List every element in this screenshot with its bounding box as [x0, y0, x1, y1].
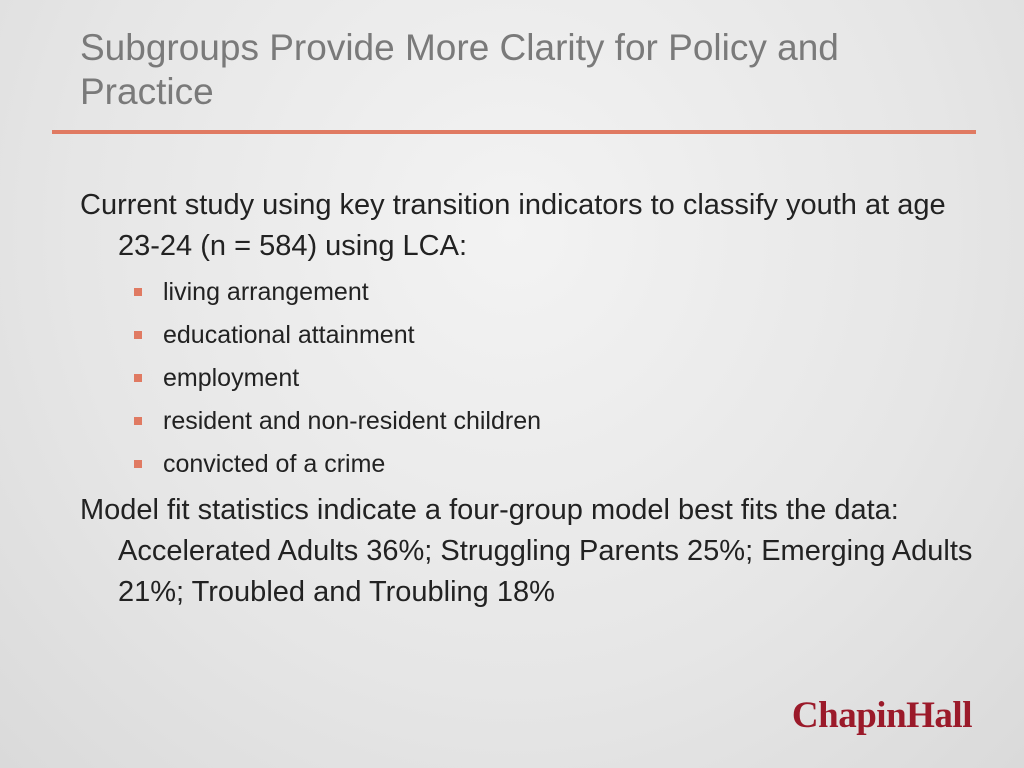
square-bullet-icon: [134, 460, 142, 468]
list-item: [134, 314, 980, 357]
list-item: [134, 443, 980, 486]
list-item-label: resident and non-resident children: [163, 407, 542, 435]
list-item-label: educational attainment: [163, 321, 415, 349]
list-item: [134, 357, 980, 400]
slide-title: Subgroups Provide More Clarity for Policy and Practice: [80, 27, 839, 112]
list-item-label: convicted of a crime: [163, 450, 386, 478]
indicator-list: [80, 271, 980, 486]
slide-body: [80, 185, 980, 613]
square-bullet-icon: [134, 374, 142, 382]
list-item: [134, 400, 980, 443]
chapin-hall-logo: ChapinHall: [791, 695, 972, 736]
title-divider: [52, 130, 976, 134]
body-paragraph-study: Current study using key transition indicators to classify youth at age 23-24 (n = 584) using LCA:: [80, 189, 946, 262]
list-item-label: employment: [163, 364, 300, 392]
list-item-label: living arrangement: [163, 278, 369, 306]
square-bullet-icon: [134, 417, 142, 425]
list-item: [134, 271, 980, 314]
square-bullet-icon: [134, 331, 142, 339]
body-paragraph-model-fit: Model fit statistics indicate a four-group model best fits the data: Accelerated Adults 36%; Struggling Parents 25%; Emerging Adults 21%; Troubled and Troubling 18%: [80, 494, 973, 608]
square-bullet-icon: [134, 288, 142, 296]
